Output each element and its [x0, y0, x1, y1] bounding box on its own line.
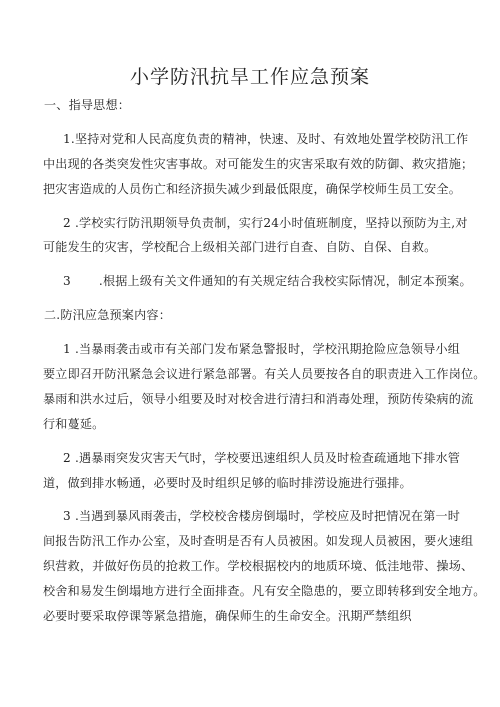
paragraph-line: 可能发生的灾害，学校配合上级相关部门进行自查、自防、自保、自救。	[43, 240, 437, 255]
paragraph-2-2	[43, 446, 463, 496]
document-title: 小学防汛抗旱工作应急预案	[129, 66, 370, 88]
paragraph-line: 把灾害造成的人员伤亡和经济损失减少到最低限度，确保学校师生员工安全。	[43, 181, 461, 196]
paragraph-line: 校舍和易发生倒塌地方进行全面排查。凡有安全隐患的，要立即转移到安全地方。	[43, 584, 486, 599]
paragraph-text: .根据上级有关文件通知的有关规定结合我校实际情况，制定本预案。	[98, 274, 472, 289]
paragraph-number: 3	[63, 274, 71, 289]
paragraph-line: 中出现的各类突发性灾害事故。对可能发生的灾害采取有效的防御、救灾措施；	[43, 156, 474, 171]
paragraph-line: 要立即召开防汛紧急会议进行紧急部署。有关人员要按各自的职责进入工作岗位。	[43, 367, 486, 382]
paragraph-line: 间报告防汛工作办公室，及时查明是否有人员被困。如发现人员被困，要火速组	[43, 534, 474, 549]
section-heading-emergency-plan: 二.防汛应急预案内容：	[44, 308, 171, 323]
paragraph-line: 2 .遇暴雨突发灾害天气时，学校要迅速组织人员及时检查疏通地下排水管	[63, 450, 461, 465]
paragraph-1-2	[43, 211, 468, 261]
paragraph-2-3	[43, 504, 486, 628]
section-heading-guiding-ideology: 一、指导思想：	[44, 98, 131, 112]
document-body	[43, 93, 486, 629]
paragraph-line	[43, 269, 472, 294]
paragraph-1-1	[43, 127, 474, 202]
paragraph-line: 必要时要采取停课等紧急措施，确保师生的生命安全。汛期严禁组织	[43, 609, 412, 624]
paragraph-line: 暴雨和洪水过后，领导小组要及时对校舍进行清扫和消毒处理，预防传染病的流	[43, 391, 474, 406]
paragraph-2-1	[43, 337, 486, 437]
paragraph-line: 1 .当暴雨袭击或市有关部门发布紧急警报时，学校汛期抢险应急领导小组	[63, 342, 461, 357]
paragraph-line: 行和蔓延。	[43, 416, 105, 431]
paragraph-1-3	[43, 269, 472, 294]
paragraph-line: 2 .学校实行防汛期领导负责制，实行24小时值班制度，坚持以预防为主,对	[63, 215, 468, 230]
paragraph-line: 道，做到排水畅通，必要时及时组织足够的临时排涝设施进行强排。	[43, 475, 412, 490]
paragraph-line: 织营救，并做好伤员的抢救工作。学校根据校内的地质环境、低洼地带、操场、	[43, 559, 474, 574]
paragraph-line: 1.坚持对党和人民高度负责的精神，快速、及时、有效地处置学校防汛工作	[63, 131, 469, 146]
paragraph-line: 3 .当遇到暴风雨袭击，学校校舍楼房倒塌时，学校应及时把情况在第一时	[63, 509, 461, 524]
